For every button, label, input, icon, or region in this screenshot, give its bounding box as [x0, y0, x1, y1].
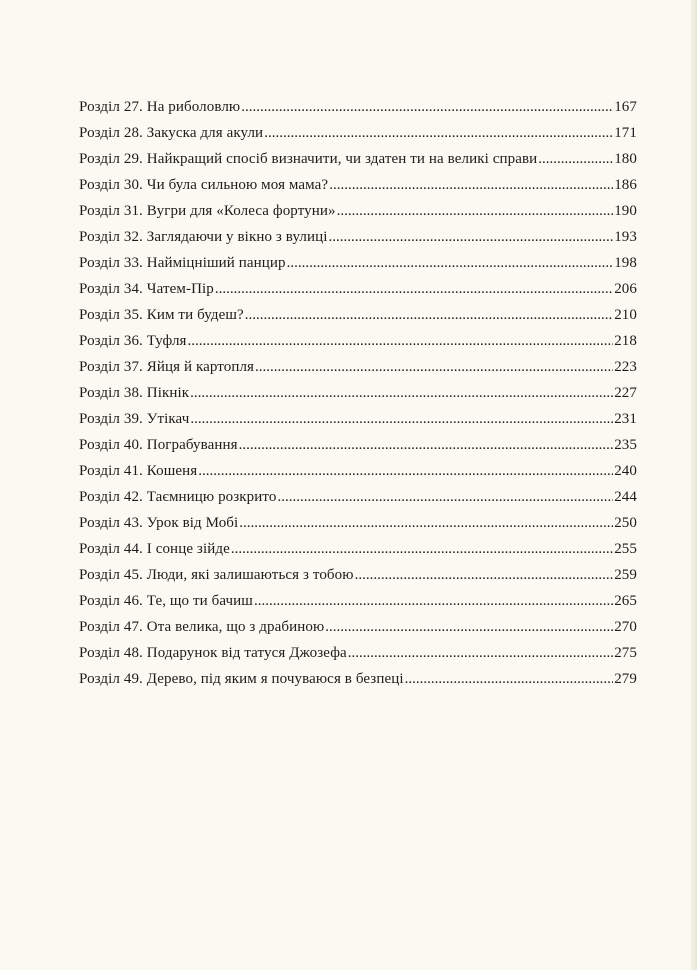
toc-entry-title: Розділ 35. Ким ти будеш? — [79, 307, 244, 323]
toc-entry-page-number: 231 — [614, 411, 637, 427]
toc-entry-page-number: 167 — [614, 99, 637, 115]
dot-leader — [190, 406, 613, 432]
toc-entry — [79, 276, 637, 302]
toc-entry — [79, 172, 637, 198]
toc-entry-title: Розділ 49. Дерево, під яким я почуваюся в безпеці — [79, 671, 404, 687]
dot-leader — [264, 120, 613, 146]
dot-leader — [239, 432, 614, 458]
toc-entry-page-number: 206 — [614, 281, 637, 297]
toc-entry — [79, 94, 637, 120]
toc-entry-page-number: 193 — [614, 229, 637, 245]
toc-entry-title: Розділ 45. Люди, які залишаються з тобою — [79, 567, 354, 583]
toc-entry — [79, 146, 637, 172]
toc-entry-title: Розділ 28. Закуска для акули — [79, 125, 264, 141]
dot-leader — [254, 588, 613, 614]
dot-leader — [239, 510, 613, 536]
toc-entry-page-number: 198 — [614, 255, 637, 271]
toc-entry-title: Розділ 38. Пікнік — [79, 385, 190, 401]
toc-entry — [79, 120, 637, 146]
toc-entry — [79, 250, 637, 276]
dot-leader — [329, 224, 614, 250]
toc-entry-title: Розділ 31. Вугри для «Колеса фортуни» — [79, 203, 336, 219]
dot-leader — [337, 198, 614, 224]
toc-entry-title: Розділ 44. І сонце зійде — [79, 541, 230, 557]
dot-leader — [277, 484, 613, 510]
toc-entry-page-number: 244 — [614, 489, 637, 505]
toc-entry-page-number: 270 — [614, 619, 637, 635]
dot-leader — [188, 328, 614, 354]
toc-entry-title: Розділ 34. Чатем-Пір — [79, 281, 214, 297]
toc-entry — [79, 380, 637, 406]
toc-entry-title: Розділ 36. Туфля — [79, 333, 187, 349]
toc-entry — [79, 198, 637, 224]
dot-leader — [329, 172, 613, 198]
toc-entry-title: Розділ 29. Найкращий спосіб визначити, чи здатен ти на великі справи — [79, 151, 538, 167]
toc-entry-title: Розділ 42. Таємницю розкрито — [79, 489, 277, 505]
toc-entry-title: Розділ 32. Заглядаючи у вікно з вулиці — [79, 229, 328, 245]
toc-entry-page-number: 171 — [614, 125, 637, 141]
toc-entry — [79, 588, 637, 614]
toc-entry — [79, 666, 637, 692]
toc-entry-page-number: 190 — [614, 203, 637, 219]
toc-entry-title: Розділ 39. Утікач — [79, 411, 190, 427]
toc-entry — [79, 614, 637, 640]
toc-entry-page-number: 275 — [614, 645, 637, 661]
toc-entry-page-number: 186 — [614, 177, 637, 193]
dot-leader — [405, 666, 614, 692]
dot-leader — [348, 640, 613, 666]
toc-entry-title: Розділ 37. Яйця й картопля — [79, 359, 255, 375]
dot-leader — [538, 146, 613, 172]
dot-leader — [231, 536, 613, 562]
dot-leader — [325, 614, 613, 640]
toc-entry — [79, 640, 637, 666]
toc-entry — [79, 562, 637, 588]
toc-entry-title: Розділ 47. Ота велика, що з драбиною — [79, 619, 325, 635]
toc-entry — [79, 224, 637, 250]
toc-entry-page-number: 259 — [614, 567, 637, 583]
toc-entry-page-number: 235 — [614, 437, 637, 453]
toc-entry-title: Розділ 33. Найміцніший панцир — [79, 255, 286, 271]
toc-entry-title: Розділ 46. Те, що ти бачиш — [79, 593, 253, 609]
toc-entry — [79, 406, 637, 432]
toc-entry-page-number: 250 — [614, 515, 637, 531]
toc-entry — [79, 328, 637, 354]
toc-entry-page-number: 227 — [614, 385, 637, 401]
dot-leader — [287, 250, 614, 276]
toc-entry-page-number: 279 — [614, 671, 637, 687]
dot-leader — [198, 458, 613, 484]
toc-entry-page-number: 223 — [614, 359, 637, 375]
toc-entry — [79, 510, 637, 536]
dot-leader — [355, 562, 614, 588]
toc-entry — [79, 536, 637, 562]
toc-entry-title: Розділ 41. Кошеня — [79, 463, 198, 479]
dot-leader — [255, 354, 613, 380]
toc-entry-page-number: 218 — [614, 333, 637, 349]
toc-entry — [79, 302, 637, 328]
dot-leader — [241, 94, 613, 120]
toc-entry — [79, 354, 637, 380]
toc-entry-page-number: 210 — [614, 307, 637, 323]
dot-leader — [190, 380, 613, 406]
toc-entry-page-number: 240 — [614, 463, 637, 479]
page-edge — [691, 0, 697, 970]
toc-entry-title: Розділ 48. Подарунок від татуся Джозефа — [79, 645, 347, 661]
table-of-contents — [79, 94, 637, 692]
toc-entry — [79, 458, 637, 484]
toc-entry-title: Розділ 40. Пограбування — [79, 437, 238, 453]
dot-leader — [245, 302, 613, 328]
toc-entry-title: Розділ 27. На риболовлю — [79, 99, 241, 115]
toc-entry-page-number: 265 — [614, 593, 637, 609]
toc-entry-page-number: 255 — [614, 541, 637, 557]
toc-entry-title: Розділ 30. Чи була сильною моя мама? — [79, 177, 329, 193]
dot-leader — [215, 276, 613, 302]
toc-entry — [79, 484, 637, 510]
toc-entry — [79, 432, 637, 458]
toc-entry-title: Розділ 43. Урок від Мобі — [79, 515, 239, 531]
toc-entry-page-number: 180 — [614, 151, 637, 167]
